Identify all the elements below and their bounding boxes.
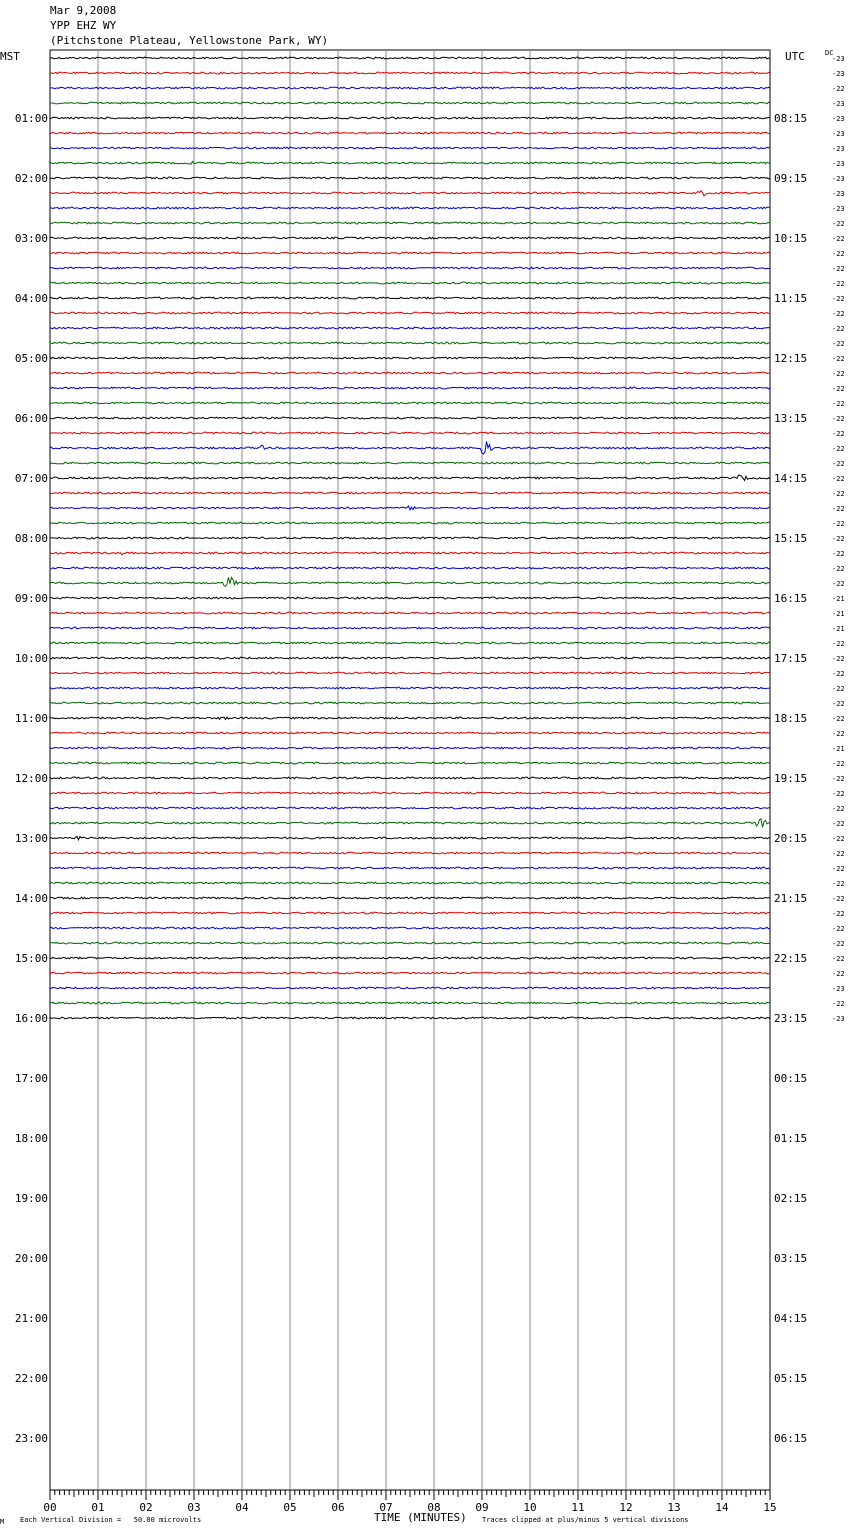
utc-hour-label: 21:15 — [774, 892, 808, 905]
dc-offset-label: -22 — [832, 505, 845, 513]
trace-row — [50, 942, 770, 944]
mst-hour-label: 06:00 — [14, 412, 48, 425]
division-note: Each Vertical Division = 50.00 microvolts — [20, 1516, 202, 1524]
x-tick-label: 02 — [139, 1501, 153, 1514]
dc-offset-label: -22 — [832, 850, 845, 858]
trace-row — [50, 147, 770, 149]
x-axis-title: TIME (MINUTES) — [374, 1511, 467, 1524]
dc-offset-label: -22 — [832, 385, 845, 393]
utc-hour-label: 06:15 — [774, 1432, 808, 1445]
trace-row — [50, 957, 770, 959]
dc-offset-label: -21 — [832, 745, 845, 753]
trace-row — [50, 432, 770, 434]
dc-offset-label: -22 — [832, 250, 845, 258]
trace-row — [50, 102, 770, 104]
dc-offset-label: -22 — [832, 430, 845, 438]
dc-offset-label: -22 — [832, 295, 845, 303]
mst-hour-label: 09:00 — [14, 592, 48, 605]
trace-row — [50, 57, 770, 59]
utc-hour-label: 16:15 — [774, 592, 808, 605]
trace-row — [50, 267, 770, 269]
dc-offset-label: -23 — [832, 1015, 845, 1023]
dc-offset-label: -22 — [832, 520, 845, 528]
dc-offset-label: -22 — [832, 565, 845, 573]
utc-hour-label: 19:15 — [774, 772, 808, 785]
dc-offset-label: -22 — [832, 760, 845, 768]
mst-hour-label: 08:00 — [14, 532, 48, 545]
trace-row — [50, 777, 770, 779]
trace-row — [50, 237, 770, 239]
x-tick-label: 03 — [187, 1501, 201, 1514]
utc-hour-label: 00:15 — [774, 1072, 808, 1085]
trace-row — [50, 282, 770, 284]
trace-row — [50, 177, 770, 179]
mst-hour-label: 10:00 — [14, 652, 48, 665]
x-tick-label: 05 — [283, 1501, 297, 1514]
utc-hour-label: 18:15 — [774, 712, 808, 725]
trace-row — [50, 402, 770, 404]
mst-hour-label: 13:00 — [14, 832, 48, 845]
dc-offset-label: -23 — [832, 55, 845, 63]
dc-offset-label: -22 — [832, 790, 845, 798]
x-tick-label: 10 — [523, 1501, 537, 1514]
trace-row — [50, 717, 770, 719]
trace-row — [50, 567, 770, 569]
trace-row — [50, 987, 770, 989]
utc-hour-label: 02:15 — [774, 1192, 808, 1205]
x-tick-label: 15 — [763, 1501, 777, 1514]
utc-hour-label: 23:15 — [774, 1012, 808, 1025]
mst-hour-label: 11:00 — [14, 712, 48, 725]
utc-hour-label: 12:15 — [774, 352, 808, 365]
dc-offset-label: -22 — [832, 910, 845, 918]
x-tick-label: 14 — [715, 1501, 729, 1514]
mst-hour-label: 20:00 — [14, 1252, 48, 1265]
trace-row — [50, 597, 770, 599]
dc-offset-label: -23 — [832, 175, 845, 183]
trace-row — [50, 1017, 770, 1019]
trace-row — [50, 506, 770, 510]
dc-offset-label: -22 — [832, 265, 845, 273]
utc-hour-label: 14:15 — [774, 472, 808, 485]
corner-mark: M — [0, 1518, 5, 1526]
trace-row — [50, 372, 770, 374]
dc-offset-label: -22 — [832, 325, 845, 333]
x-tick-label: 13 — [667, 1501, 681, 1514]
utc-hour-label: 09:15 — [774, 172, 808, 185]
utc-hour-label: 15:15 — [774, 532, 808, 545]
dc-offset-label: -22 — [832, 940, 845, 948]
utc-hour-label: 10:15 — [774, 232, 808, 245]
trace-row — [50, 132, 770, 134]
trace-row — [50, 252, 770, 254]
dc-offset-label: -23 — [832, 145, 845, 153]
utc-hour-label: 13:15 — [774, 412, 808, 425]
mst-hour-label: 21:00 — [14, 1312, 48, 1325]
trace-row — [50, 72, 770, 74]
dc-offset-label: -22 — [832, 865, 845, 873]
dc-offset-label: -22 — [832, 535, 845, 543]
dc-offset-label: -22 — [832, 925, 845, 933]
trace-row — [50, 387, 770, 389]
trace-row — [50, 912, 770, 914]
dc-offset-label: -22 — [832, 445, 845, 453]
x-tick-label: 09 — [475, 1501, 489, 1514]
trace-row — [50, 492, 770, 494]
dc-offset-label: -22 — [832, 970, 845, 978]
chart-date: Mar 9,2008 — [50, 4, 117, 17]
trace-row — [50, 687, 770, 689]
dc-offset-label: -23 — [832, 985, 845, 993]
utc-hour-label: 08:15 — [774, 112, 808, 125]
mst-hour-label: 07:00 — [14, 472, 48, 485]
dc-offset-label: -21 — [832, 595, 845, 603]
x-tick-label: 11 — [571, 1501, 585, 1514]
plot-frame — [50, 50, 770, 1490]
dc-offset-label: -23 — [832, 190, 845, 198]
trace-row — [50, 312, 770, 314]
trace-row — [50, 642, 770, 644]
mst-hour-label: 19:00 — [14, 1192, 48, 1205]
dc-offset-label: -22 — [832, 370, 845, 378]
trace-row — [50, 612, 770, 614]
dc-offset-label: -23 — [832, 130, 845, 138]
mst-hour-label: 17:00 — [14, 1072, 48, 1085]
dc-offset-label: -22 — [832, 715, 845, 723]
dc-offset-label: -22 — [832, 415, 845, 423]
trace-row — [50, 807, 770, 809]
dc-offset-label: -22 — [832, 955, 845, 963]
trace-row — [50, 819, 770, 827]
mst-hour-label: 12:00 — [14, 772, 48, 785]
trace-row — [50, 117, 770, 119]
dc-offset-label: -22 — [832, 85, 845, 93]
dc-offset-label: -22 — [832, 490, 845, 498]
trace-row — [50, 882, 770, 884]
dc-offset-label: -22 — [832, 280, 845, 288]
trace-row — [50, 852, 770, 854]
trace-row — [50, 972, 770, 974]
utc-hour-label: 17:15 — [774, 652, 808, 665]
utc-hour-label: 11:15 — [774, 292, 808, 305]
mst-hour-label: 03:00 — [14, 232, 48, 245]
dc-offset-label: -22 — [832, 775, 845, 783]
x-tick-label: 04 — [235, 1501, 249, 1514]
trace-row — [50, 462, 770, 464]
dc-offset-label: -22 — [832, 655, 845, 663]
dc-offset-label: -22 — [832, 550, 845, 558]
dc-offset-label: -22 — [832, 310, 845, 318]
trace-row — [50, 87, 770, 89]
trace-row — [50, 702, 770, 704]
mst-hour-label: 14:00 — [14, 892, 48, 905]
utc-hour-label: 22:15 — [774, 952, 808, 965]
utc-label: UTC — [785, 50, 805, 63]
dc-offset-label: -22 — [832, 580, 845, 588]
dc-offset-label: -22 — [832, 220, 845, 228]
utc-hour-label: 05:15 — [774, 1372, 808, 1385]
trace-row — [50, 207, 770, 209]
dc-offset-label: -23 — [832, 70, 845, 78]
trace-row — [50, 297, 770, 299]
utc-hour-label: 20:15 — [774, 832, 808, 845]
mst-label: MST — [0, 50, 20, 63]
trace-row — [50, 627, 770, 629]
station-location: (Pitchstone Plateau, Yellowstone Park, WY) — [50, 34, 329, 47]
x-tick-label: 12 — [619, 1501, 633, 1514]
station-code: YPP EHZ WY — [50, 19, 117, 32]
dc-offset-label: -22 — [832, 640, 845, 648]
x-tick-label: 07 — [379, 1501, 393, 1514]
dc-offset-label: -22 — [832, 235, 845, 243]
trace-row — [50, 577, 770, 586]
dc-offset-label: -22 — [832, 835, 845, 843]
dc-label: DC — [825, 49, 834, 57]
utc-hour-label: 04:15 — [774, 1312, 808, 1325]
trace-row — [50, 537, 770, 539]
trace-row — [50, 327, 770, 329]
dc-offset-label: -22 — [832, 475, 845, 483]
trace-row — [50, 747, 770, 749]
trace-row — [50, 836, 770, 839]
dc-offset-label: -23 — [832, 115, 845, 123]
dc-offset-label: -21 — [832, 610, 845, 618]
dc-offset-label: -22 — [832, 895, 845, 903]
dc-offset-label: -23 — [832, 100, 845, 108]
dc-offset-label: -21 — [832, 625, 845, 633]
trace-row — [50, 342, 770, 344]
dc-offset-label: -22 — [832, 820, 845, 828]
trace-row — [50, 161, 770, 164]
x-tick-label: 06 — [331, 1501, 345, 1514]
dc-offset-label: -22 — [832, 685, 845, 693]
trace-row — [50, 762, 770, 764]
dc-offset-label: -22 — [832, 340, 845, 348]
dc-offset-label: -22 — [832, 880, 845, 888]
mst-hour-label: 01:00 — [14, 112, 48, 125]
trace-row — [50, 927, 770, 929]
trace-row — [50, 672, 770, 674]
dc-offset-label: -22 — [832, 1000, 845, 1008]
trace-row — [50, 475, 770, 480]
mst-hour-label: 23:00 — [14, 1432, 48, 1445]
dc-offset-label: -22 — [832, 670, 845, 678]
x-tick-label: 08 — [427, 1501, 441, 1514]
dc-offset-label: -22 — [832, 700, 845, 708]
dc-offset-label: -22 — [832, 805, 845, 813]
dc-offset-label: -22 — [832, 730, 845, 738]
dc-offset-label: -23 — [832, 160, 845, 168]
mst-hour-label: 15:00 — [14, 952, 48, 965]
mst-hour-label: 04:00 — [14, 292, 48, 305]
utc-hour-label: 03:15 — [774, 1252, 808, 1265]
mst-hour-label: 02:00 — [14, 172, 48, 185]
mst-hour-label: 18:00 — [14, 1132, 48, 1145]
x-tick-label: 00 — [43, 1501, 57, 1514]
trace-row — [50, 1002, 770, 1004]
trace-row — [50, 552, 770, 555]
trace-row — [50, 441, 770, 454]
trace-row — [50, 792, 770, 794]
utc-hour-label: 01:15 — [774, 1132, 808, 1145]
trace-row — [50, 657, 770, 659]
mst-hour-label: 16:00 — [14, 1012, 48, 1025]
trace-row — [50, 357, 770, 359]
trace-row — [50, 867, 770, 869]
mst-hour-label: 05:00 — [14, 352, 48, 365]
dc-offset-label: -22 — [832, 400, 845, 408]
trace-row — [50, 222, 770, 224]
trace-row — [50, 522, 770, 524]
dc-offset-label: -22 — [832, 355, 845, 363]
dc-offset-label: -22 — [832, 460, 845, 468]
mst-hour-label: 22:00 — [14, 1372, 48, 1385]
trace-row — [50, 732, 770, 734]
x-tick-label: 01 — [91, 1501, 105, 1514]
trace-row — [50, 191, 770, 196]
trace-row — [50, 897, 770, 899]
trace-row — [50, 417, 770, 419]
clip-note: Traces clipped at plus/minus 5 vertical divisions — [482, 1516, 689, 1524]
dc-offset-label: -23 — [832, 205, 845, 213]
